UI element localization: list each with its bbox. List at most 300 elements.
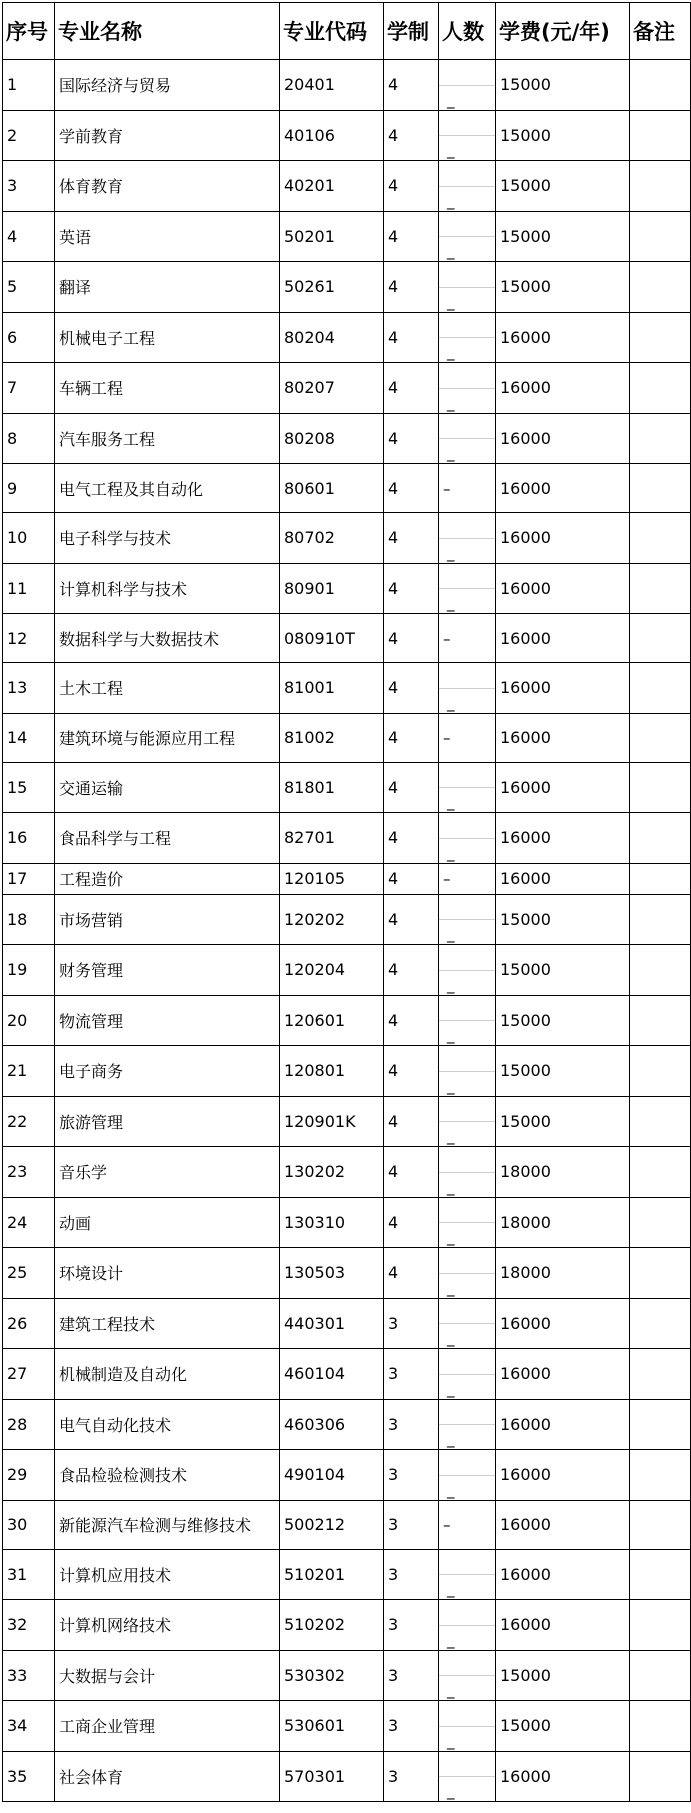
count-placeholder: _ — [447, 444, 455, 462]
count-placeholder: _ — [447, 1731, 455, 1750]
cell-no: 33 — [3, 1650, 55, 1701]
table-row — [3, 563, 691, 614]
cell-major-code: 82701 — [280, 813, 384, 864]
count-guide-line — [439, 337, 495, 338]
cell-note — [630, 1701, 691, 1752]
table-row — [3, 110, 691, 161]
cell-no: 4 — [3, 211, 55, 262]
cell-major-code: 80208 — [280, 413, 384, 464]
cell-count — [439, 1500, 496, 1549]
cell-count — [439, 813, 496, 864]
cell-count — [439, 1650, 496, 1701]
cell-no: 21 — [3, 1046, 55, 1097]
cell-duration: 4 — [384, 663, 439, 714]
cell-duration: 4 — [384, 762, 439, 813]
cell-duration: 3 — [384, 1751, 439, 1802]
cell-note — [630, 995, 691, 1046]
cell-duration: 4 — [384, 110, 439, 161]
cell-no: 5 — [3, 262, 55, 313]
count-guide-line — [439, 186, 495, 187]
cell-no: 29 — [3, 1450, 55, 1501]
count-guide-line — [439, 1776, 495, 1777]
count-guide-line — [439, 1273, 495, 1274]
table-row — [3, 863, 691, 894]
count-guide-line — [439, 970, 495, 971]
cell-note — [630, 894, 691, 945]
count-placeholder: _ — [447, 1076, 455, 1095]
cell-no: 23 — [3, 1147, 55, 1198]
table-row — [3, 1450, 691, 1501]
cell-duration: 4 — [384, 813, 439, 864]
cell-duration: 4 — [384, 1046, 439, 1097]
count-placeholder: – — [443, 870, 451, 888]
cell-note — [630, 1450, 691, 1501]
table-row — [3, 513, 691, 564]
cell-count — [439, 161, 496, 212]
cell-major-code: 130310 — [280, 1197, 384, 1248]
cell-note — [630, 1600, 691, 1651]
cell-major-name: 电子商务 — [55, 1046, 280, 1097]
table-row — [3, 1701, 691, 1752]
table-row — [3, 211, 691, 262]
cell-duration: 4 — [384, 945, 439, 996]
count-placeholder: _ — [447, 975, 455, 994]
cell-major-code: 80702 — [280, 513, 384, 564]
count-guide-line — [439, 1071, 495, 1072]
count-placeholder: _ — [447, 141, 455, 159]
table-row — [3, 945, 691, 996]
cell-major-code: 460306 — [280, 1399, 384, 1450]
count-guide-line — [439, 236, 495, 237]
cell-no: 1 — [3, 60, 55, 111]
cell-major-code: 40201 — [280, 161, 384, 212]
count-placeholder: _ — [447, 1430, 455, 1448]
cell-duration: 4 — [384, 1248, 439, 1299]
cell-duration: 3 — [384, 1650, 439, 1701]
cell-note — [630, 563, 691, 614]
cell-count — [439, 312, 496, 363]
cell-count — [439, 945, 496, 996]
cell-duration: 3 — [384, 1399, 439, 1450]
count-placeholder: _ — [447, 1127, 455, 1145]
table-row — [3, 1298, 691, 1349]
cell-count — [439, 563, 496, 614]
cell-no: 34 — [3, 1701, 55, 1752]
cell-major-name: 食品检验检测技术 — [55, 1450, 280, 1501]
cell-major-code: 81001 — [280, 663, 384, 714]
cell-count — [439, 110, 496, 161]
count-placeholder: _ — [447, 1228, 455, 1246]
cell-note — [630, 161, 691, 212]
cell-note — [630, 663, 691, 714]
count-placeholder: – — [443, 1516, 451, 1534]
cell-no: 11 — [3, 563, 55, 614]
table-row — [3, 995, 691, 1046]
cell-major-code: 81002 — [280, 713, 384, 762]
cell-duration: 4 — [384, 464, 439, 513]
cell-duration: 4 — [384, 713, 439, 762]
cell-note — [630, 1046, 691, 1097]
count-guide-line — [439, 838, 495, 839]
cell-note — [630, 464, 691, 513]
cell-major-code: 510202 — [280, 1600, 384, 1651]
cell-major-code: 50261 — [280, 262, 384, 313]
cell-fee: 15000 — [496, 60, 630, 111]
table-row — [3, 413, 691, 464]
count-placeholder: _ — [447, 1026, 455, 1044]
count-placeholder: _ — [447, 292, 455, 311]
header-major-name: 专业名称 — [55, 3, 280, 60]
cell-duration: 3 — [384, 1450, 439, 1501]
count-guide-line — [439, 1121, 495, 1122]
cell-major-name: 国际经济与贸易 — [55, 60, 280, 111]
cell-note — [630, 813, 691, 864]
table-row — [3, 363, 691, 414]
count-placeholder: _ — [447, 1580, 455, 1598]
cell-major-name: 社会体育 — [55, 1751, 280, 1802]
cell-note — [630, 1399, 691, 1450]
cell-fee: 16000 — [496, 1600, 630, 1651]
cell-major-name: 动画 — [55, 1197, 280, 1248]
cell-fee: 18000 — [496, 1197, 630, 1248]
count-guide-line — [439, 1424, 495, 1425]
cell-major-code: 40106 — [280, 110, 384, 161]
cell-fee: 16000 — [496, 663, 630, 714]
cell-major-name: 机械制造及自动化 — [55, 1349, 280, 1400]
cell-no: 17 — [3, 863, 55, 894]
cell-major-name: 物流管理 — [55, 995, 280, 1046]
cell-count — [439, 614, 496, 663]
majors-table — [2, 2, 691, 1802]
cell-major-name: 学前教育 — [55, 110, 280, 161]
cell-major-code: 130202 — [280, 1147, 384, 1198]
cell-fee: 16000 — [496, 1500, 630, 1549]
cell-count — [439, 363, 496, 414]
count-placeholder: _ — [447, 1329, 455, 1347]
cell-major-code: 50201 — [280, 211, 384, 262]
cell-note — [630, 1298, 691, 1349]
cell-major-name: 大数据与会计 — [55, 1650, 280, 1701]
cell-major-code: 80204 — [280, 312, 384, 363]
cell-note — [630, 1650, 691, 1701]
cell-no: 6 — [3, 312, 55, 363]
cell-fee: 16000 — [496, 863, 630, 894]
cell-count — [439, 1096, 496, 1147]
cell-major-name: 翻译 — [55, 262, 280, 313]
cell-count — [439, 1549, 496, 1600]
cell-major-name: 电子科学与技术 — [55, 513, 280, 564]
header-row — [3, 3, 691, 60]
cell-major-name: 计算机应用技术 — [55, 1549, 280, 1600]
table-row — [3, 1349, 691, 1400]
cell-duration: 4 — [384, 894, 439, 945]
cell-fee: 16000 — [496, 614, 630, 663]
cell-count — [439, 1046, 496, 1097]
cell-fee: 15000 — [496, 945, 630, 996]
cell-no: 13 — [3, 663, 55, 714]
header-fee: 学费(元/年) — [496, 3, 630, 60]
cell-count — [439, 513, 496, 564]
cell-fee: 16000 — [496, 464, 630, 513]
cell-duration: 4 — [384, 1147, 439, 1198]
cell-major-name: 环境设计 — [55, 1248, 280, 1299]
header-major-code: 专业代码 — [280, 3, 384, 60]
cell-duration: 4 — [384, 995, 439, 1046]
cell-note — [630, 1197, 691, 1248]
cell-no: 16 — [3, 813, 55, 864]
count-guide-line — [439, 1475, 495, 1476]
cell-count — [439, 1298, 496, 1349]
table-row — [3, 894, 691, 945]
cell-no: 20 — [3, 995, 55, 1046]
count-guide-line — [439, 1726, 495, 1727]
cell-fee: 15000 — [496, 110, 630, 161]
count-guide-line — [439, 588, 495, 589]
cell-major-name: 财务管理 — [55, 945, 280, 996]
cell-duration: 4 — [384, 363, 439, 414]
cell-fee: 16000 — [496, 312, 630, 363]
cell-no: 25 — [3, 1248, 55, 1299]
cell-no: 31 — [3, 1549, 55, 1600]
count-guide-line — [439, 1172, 495, 1173]
cell-count — [439, 995, 496, 1046]
cell-note — [630, 1349, 691, 1400]
table-row — [3, 1399, 691, 1450]
count-guide-line — [439, 135, 495, 136]
cell-no: 15 — [3, 762, 55, 813]
cell-duration: 4 — [384, 161, 439, 212]
count-placeholder: – — [443, 479, 451, 498]
cell-duration: 4 — [384, 413, 439, 464]
cell-note — [630, 110, 691, 161]
cell-major-code: 81801 — [280, 762, 384, 813]
cell-fee: 15000 — [496, 1650, 630, 1701]
cell-fee: 16000 — [496, 1549, 630, 1600]
table-row — [3, 1751, 691, 1802]
count-guide-line — [439, 1323, 495, 1324]
cell-no: 8 — [3, 413, 55, 464]
cell-major-name: 计算机科学与技术 — [55, 563, 280, 614]
cell-duration: 4 — [384, 614, 439, 663]
cell-count — [439, 464, 496, 513]
cell-major-name: 车辆工程 — [55, 363, 280, 414]
cell-major-name: 机械电子工程 — [55, 312, 280, 363]
count-guide-line — [439, 1675, 495, 1676]
count-placeholder: _ — [447, 191, 455, 210]
count-placeholder: _ — [447, 393, 455, 412]
cell-count — [439, 894, 496, 945]
cell-note — [630, 211, 691, 262]
cell-fee: 15000 — [496, 262, 630, 313]
cell-note — [630, 713, 691, 762]
count-guide-line — [439, 388, 495, 389]
table-row — [3, 262, 691, 313]
cell-no: 10 — [3, 513, 55, 564]
cell-major-code: 20401 — [280, 60, 384, 111]
cell-duration: 4 — [384, 1096, 439, 1147]
count-placeholder: _ — [447, 843, 455, 862]
cell-fee: 16000 — [496, 513, 630, 564]
cell-no: 26 — [3, 1298, 55, 1349]
cell-major-name: 音乐学 — [55, 1147, 280, 1198]
cell-fee: 15000 — [496, 894, 630, 945]
cell-fee: 16000 — [496, 563, 630, 614]
cell-major-name: 电气工程及其自动化 — [55, 464, 280, 513]
cell-major-code: 120901K — [280, 1096, 384, 1147]
cell-no: 9 — [3, 464, 55, 513]
cell-count — [439, 1349, 496, 1400]
cell-major-code: 490104 — [280, 1450, 384, 1501]
cell-duration: 3 — [384, 1701, 439, 1752]
cell-fee: 15000 — [496, 995, 630, 1046]
cell-major-name: 建筑环境与能源应用工程 — [55, 713, 280, 762]
cell-note — [630, 945, 691, 996]
cell-major-code: 80207 — [280, 363, 384, 414]
cell-count — [439, 262, 496, 313]
count-guide-line — [439, 1574, 495, 1575]
cell-duration: 4 — [384, 211, 439, 262]
cell-duration: 4 — [384, 863, 439, 894]
cell-fee: 16000 — [496, 813, 630, 864]
header-no: 序号 — [3, 3, 55, 60]
cell-major-name: 汽车服务工程 — [55, 413, 280, 464]
table-row — [3, 1549, 691, 1600]
cell-no: 30 — [3, 1500, 55, 1549]
cell-fee: 16000 — [496, 1298, 630, 1349]
count-guide-line — [439, 919, 495, 920]
cell-major-code: 460104 — [280, 1349, 384, 1400]
cell-major-code: 120105 — [280, 863, 384, 894]
cell-major-code: 080910T — [280, 614, 384, 663]
count-placeholder: _ — [447, 1681, 455, 1699]
cell-fee: 16000 — [496, 363, 630, 414]
table-row — [3, 663, 691, 714]
count-placeholder: _ — [447, 1379, 455, 1398]
cell-major-code: 120801 — [280, 1046, 384, 1097]
count-guide-line — [439, 1625, 495, 1626]
table-row — [3, 1500, 691, 1549]
table-row — [3, 1650, 691, 1701]
count-placeholder: _ — [447, 1782, 455, 1800]
cell-major-name: 食品科学与工程 — [55, 813, 280, 864]
cell-major-name: 土木工程 — [55, 663, 280, 714]
cell-no: 24 — [3, 1197, 55, 1248]
cell-major-name: 计算机网络技术 — [55, 1600, 280, 1651]
count-placeholder: _ — [447, 1177, 455, 1196]
cell-no: 12 — [3, 614, 55, 663]
cell-major-name: 新能源汽车检测与维修技术 — [55, 1500, 280, 1549]
table-row — [3, 312, 691, 363]
cell-fee: 16000 — [496, 1751, 630, 1802]
cell-count — [439, 1147, 496, 1198]
cell-fee: 15000 — [496, 161, 630, 212]
cell-fee: 16000 — [496, 413, 630, 464]
table-row — [3, 1248, 691, 1299]
cell-no: 32 — [3, 1600, 55, 1651]
cell-duration: 3 — [384, 1349, 439, 1400]
count-guide-line — [439, 287, 495, 288]
table-row — [3, 1197, 691, 1248]
count-placeholder: _ — [447, 90, 455, 109]
cell-note — [630, 1500, 691, 1549]
cell-count — [439, 60, 496, 111]
cell-count — [439, 1450, 496, 1501]
count-guide-line — [439, 1222, 495, 1223]
cell-note — [630, 363, 691, 414]
cell-duration: 3 — [384, 1600, 439, 1651]
cell-major-code: 570301 — [280, 1751, 384, 1802]
cell-note — [630, 413, 691, 464]
table-row — [3, 1147, 691, 1198]
count-placeholder: _ — [447, 793, 455, 811]
table-row — [3, 1096, 691, 1147]
header-note: 备注 — [630, 3, 691, 60]
cell-count — [439, 1701, 496, 1752]
cell-fee: 15000 — [496, 211, 630, 262]
cell-major-code: 120202 — [280, 894, 384, 945]
cell-duration: 3 — [384, 1549, 439, 1600]
table-row — [3, 1600, 691, 1651]
cell-major-code: 130503 — [280, 1248, 384, 1299]
cell-major-code: 80601 — [280, 464, 384, 513]
cell-duration: 4 — [384, 1197, 439, 1248]
cell-count — [439, 863, 496, 894]
cell-fee: 15000 — [496, 1096, 630, 1147]
cell-major-name: 电气自动化技术 — [55, 1399, 280, 1450]
cell-duration: 4 — [384, 262, 439, 313]
cell-no: 27 — [3, 1349, 55, 1400]
count-placeholder: _ — [447, 693, 455, 712]
cell-major-name: 建筑工程技术 — [55, 1298, 280, 1349]
cell-major-code: 120204 — [280, 945, 384, 996]
cell-no: 7 — [3, 363, 55, 414]
count-placeholder: _ — [447, 1630, 455, 1649]
cell-note — [630, 262, 691, 313]
cell-count — [439, 211, 496, 262]
cell-fee: 16000 — [496, 1349, 630, 1400]
cell-count — [439, 1197, 496, 1248]
cell-fee: 16000 — [496, 1450, 630, 1501]
cell-no: 3 — [3, 161, 55, 212]
count-placeholder: – — [443, 729, 451, 747]
cell-count — [439, 713, 496, 762]
cell-note — [630, 762, 691, 813]
count-placeholder: _ — [447, 242, 455, 260]
header-count: 人数 — [439, 3, 496, 60]
cell-no: 22 — [3, 1096, 55, 1147]
cell-duration: 4 — [384, 563, 439, 614]
cell-major-code: 440301 — [280, 1298, 384, 1349]
table-row — [3, 1046, 691, 1097]
count-guide-line — [439, 85, 495, 86]
cell-duration: 4 — [384, 312, 439, 363]
cell-major-code: 530302 — [280, 1650, 384, 1701]
count-placeholder: _ — [447, 543, 455, 562]
table-row — [3, 464, 691, 513]
count-guide-line — [439, 688, 495, 689]
cell-note — [630, 1751, 691, 1802]
count-guide-line — [439, 438, 495, 439]
cell-duration: 4 — [384, 60, 439, 111]
cell-count — [439, 413, 496, 464]
cell-major-name: 英语 — [55, 211, 280, 262]
cell-no: 28 — [3, 1399, 55, 1450]
cell-count — [439, 1248, 496, 1299]
cell-major-name: 体育教育 — [55, 161, 280, 212]
table-row — [3, 813, 691, 864]
cell-major-code: 120601 — [280, 995, 384, 1046]
cell-duration: 3 — [384, 1500, 439, 1549]
